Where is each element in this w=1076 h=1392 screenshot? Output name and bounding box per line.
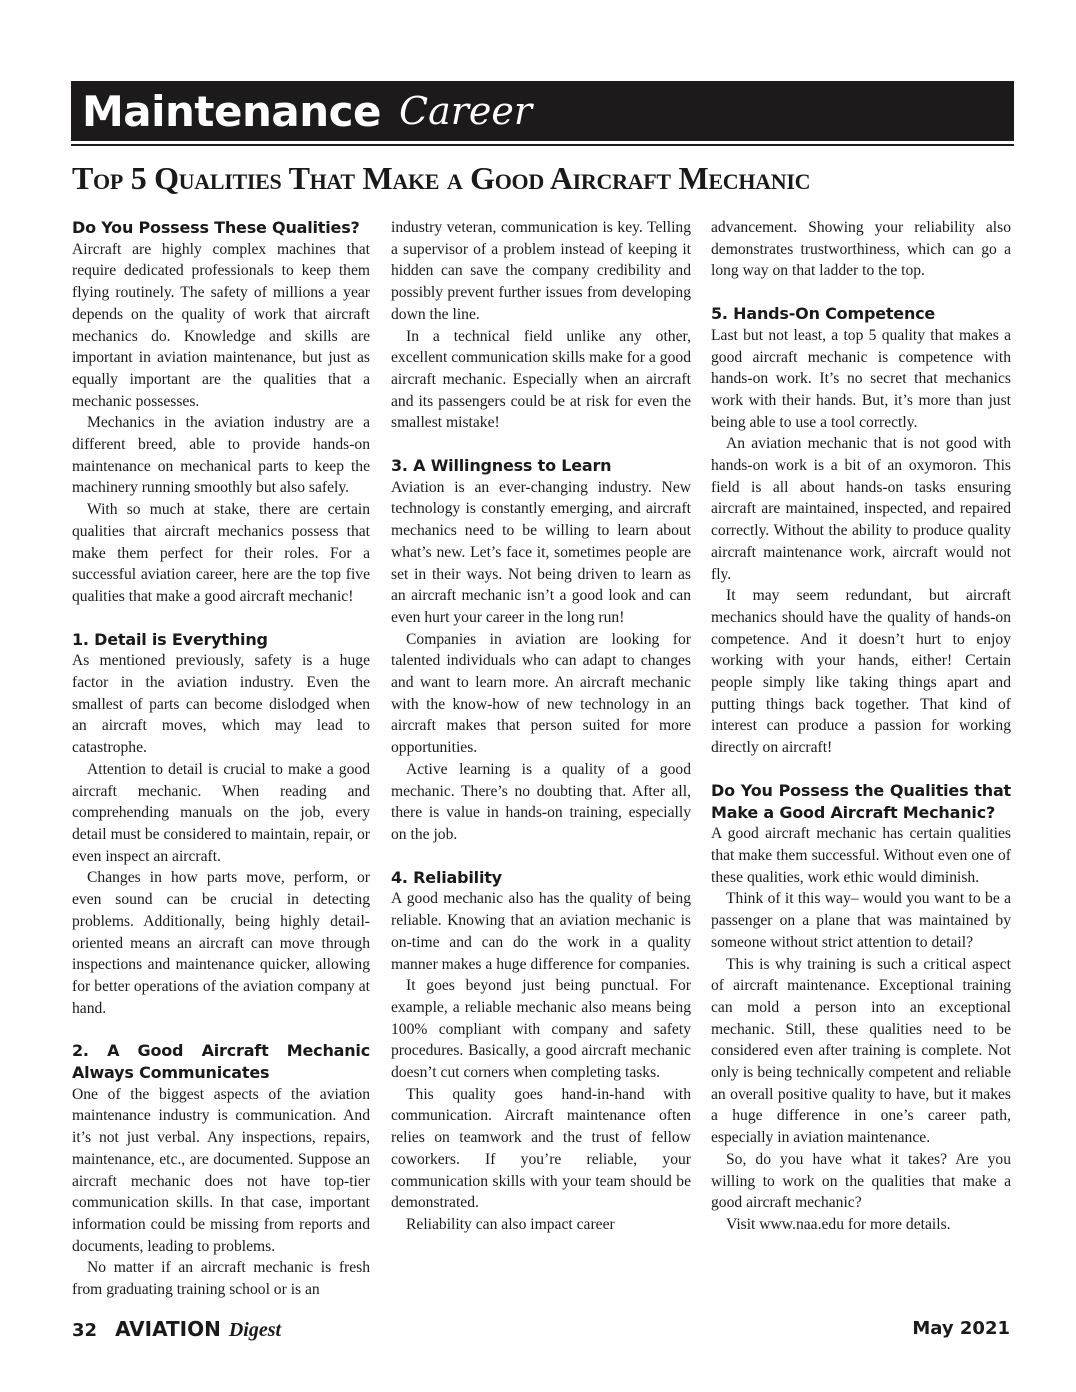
section-subtitle: Career <box>399 89 533 133</box>
paragraph: A good mechanic also has the quality of being reliable. Knowing that an aviation mechanic is on-time and can do the work in a quality manner makes a huge difference for companies. <box>391 890 691 973</box>
paragraph: This is why training is such a critical aspect of aircraft maintenance. Exceptional training can mold a person into an exceptional mechanic. Still, these qualities need to be considered even after training is complete. Not only is being technically competent and reliable an overall positive quality to have, but it makes a huge difference in one’s career path, especially in aviation maintenance. <box>711 955 1011 1147</box>
paragraph: Attention to detail is crucial to make a good aircraft mechanic. When reading and comprehending manuals on the job, every detail must be considered to maintain, repair, or even inspect an aircraft. <box>72 760 370 865</box>
subheading-reliability: 4. Reliability <box>391 867 502 887</box>
paragraph: One of the biggest aspects of the aviation maintenance industry is communication. And it’s not just verbal. Any inspections, repairs, maintenance, etc., are documented. Suppose an aircraft mechanic does not have top-tier communication skills. In that case, important information could be missing from reports and documents, leading to problems. <box>72 1085 370 1255</box>
issue-date: May 2021 <box>912 1318 1010 1339</box>
subheading-communicates: 2. A Good Aircraft Mechanic Always Communicates <box>72 1041 370 1083</box>
paragraph: Changes in how parts move, perform, or even sound can be crucial in detecting problems. Additionally, being highly detail-oriented means an aircraft can move through inspections and maintenance quicker, allowing for better operations of the aviation company at hand. <box>72 869 370 1017</box>
paragraph: In a technical field unlike any other, excellent communication skills make for a good aircraft mechanic. Especially when an aircraft and its passengers could be at risk for even the smallest mistake! <box>391 327 691 432</box>
magazine-name-sub: Digest <box>228 1319 282 1341</box>
paragraph: No matter if an aircraft mechanic is fresh from graduating training school or is an <box>72 1259 370 1299</box>
subheading-competence: 5. Hands-On Competence <box>711 304 936 324</box>
section-title: Maintenance <box>82 86 382 136</box>
article-headline: Top 5 Qualities That Make a Good Aircraft Mechanic <box>72 160 811 196</box>
paragraph: A good aircraft mechanic has certain qualities that make them successful. Without even one of these qualities, work ethic would diminish. <box>711 825 1011 886</box>
paragraph: Last but not least, a top 5 quality that makes a good aircraft mechanic is competence with hands-on work. It’s no secret that mechanics work with their hands. But, it’s more than just being able to use a tool correctly. <box>711 326 1011 431</box>
paragraph: It goes beyond just being punctual. For example, a reliable mechanic also means being 100% compliant with company and safety procedures. Basically, a good aircraft mechanic doesn’t cut corners when completing tasks. <box>391 977 691 1082</box>
paragraph: Aircraft are highly complex machines that require dedicated professionals to keep them flying routinely. The safety of millions a year depends on the quality of work that aircraft mechanics do. Knowledge and skills are important in aviation maintenance, but just as equally important are the qualities that a mechanic possesses. <box>72 240 370 410</box>
paragraph: As mentioned previously, safety is a huge factor in the aviation industry. Even the smallest of parts can become dislodged when an aircraft moves, which may lead to catastrophe. <box>72 652 370 757</box>
paragraph: Visit www.naa.edu for more details. <box>726 1215 951 1233</box>
paragraph: This quality goes hand-in-hand with communication. Aircraft maintenance often relies on teamwork and the trust of fellow coworkers. If you’re reliable, your communication skills with your team should be demonstrated. <box>391 1085 691 1212</box>
banner-rule <box>71 144 1014 146</box>
subheading-learn: 3. A Willingness to Learn <box>391 456 612 476</box>
magazine-name: AVIATION <box>115 1317 221 1341</box>
subheading-conclusion: Do You Possess the Qualities that Make a Good Aircraft Mechanic? <box>711 780 1011 822</box>
page-number: 32 <box>72 1320 98 1341</box>
paragraph: industry veteran, communication is key. Telling a supervisor of a problem instead of keeping it hidden can save the company credibility and possibly prevent further issues from developing down the line. <box>391 219 691 323</box>
article-column-1 <box>72 217 370 1299</box>
paragraph: Aviation is an ever-changing industry. New technology is constantly emerging, and aircraft mechanics need to be willing to learn about what’s new. Let’s face it, sometimes people are set in their ways. Not being driven to learn as an aircraft mechanic isn’t a good look and can even hurt your career in the long run! <box>391 478 691 626</box>
section-banner <box>71 81 1014 141</box>
paragraph: Think of it this way– would you want to be a passenger on a plane that was maintained by someone without strict attention to detail? <box>711 890 1011 951</box>
paragraph: Companies in aviation are looking for talented individuals who can adapt to changes and want to learn more. An aircraft mechanic with the know-how of new technology in an aircraft makes that person suited for more opportunities. <box>391 630 691 757</box>
article-column-3 <box>711 217 1011 1287</box>
article-column-2 <box>391 217 691 1287</box>
paragraph: It may seem redundant, but aircraft mechanics should have the quality of hands-on competence. And it doesn’t hurt to enjoy working with your hands, either! Certain people simply like taking things apart and putting things back together. That kind of interest can produce a passion for working directly on aircraft! <box>711 587 1011 757</box>
paragraph: With so much at stake, there are certain qualities that aircraft mechanics possess that make them perfect for their roles. For a successful aviation career, here are the top five qualities that make a good aircraft mechanic! <box>72 501 370 605</box>
paragraph: Active learning is a quality of a good mechanic. There’s no doubting that. After all, there is value in hands-on training, especially on the job. <box>391 760 691 843</box>
paragraph: Mechanics in the aviation industry are a different breed, able to provide hands-on maintenance on mechanical parts to keep the machinery running smoothly but also safely. <box>72 414 370 497</box>
subheading-intro: Do You Possess These Qualities? <box>72 218 360 237</box>
paragraph: advancement. Showing your reliability also demonstrates trustworthiness, which can go a long way on that ladder to the top. <box>711 219 1011 280</box>
footer-folio <box>72 1317 281 1342</box>
paragraph: Reliability can also impact career <box>406 1215 615 1233</box>
subheading-detail: 1. Detail is Everything <box>72 629 268 649</box>
paragraph: An aviation mechanic that is not good with hands-on work is a bit of an oxymoron. This field is all about hands-on tasks ensuring aircraft are maintained, inspected, and repaired correctly. Without the ability to produce quality aircraft maintenance work, aircraft would not fly. <box>711 435 1011 583</box>
paragraph: So, do you have what it takes? Are you willing to work on the qualities that make a good aircraft mechanic? <box>711 1150 1011 1212</box>
